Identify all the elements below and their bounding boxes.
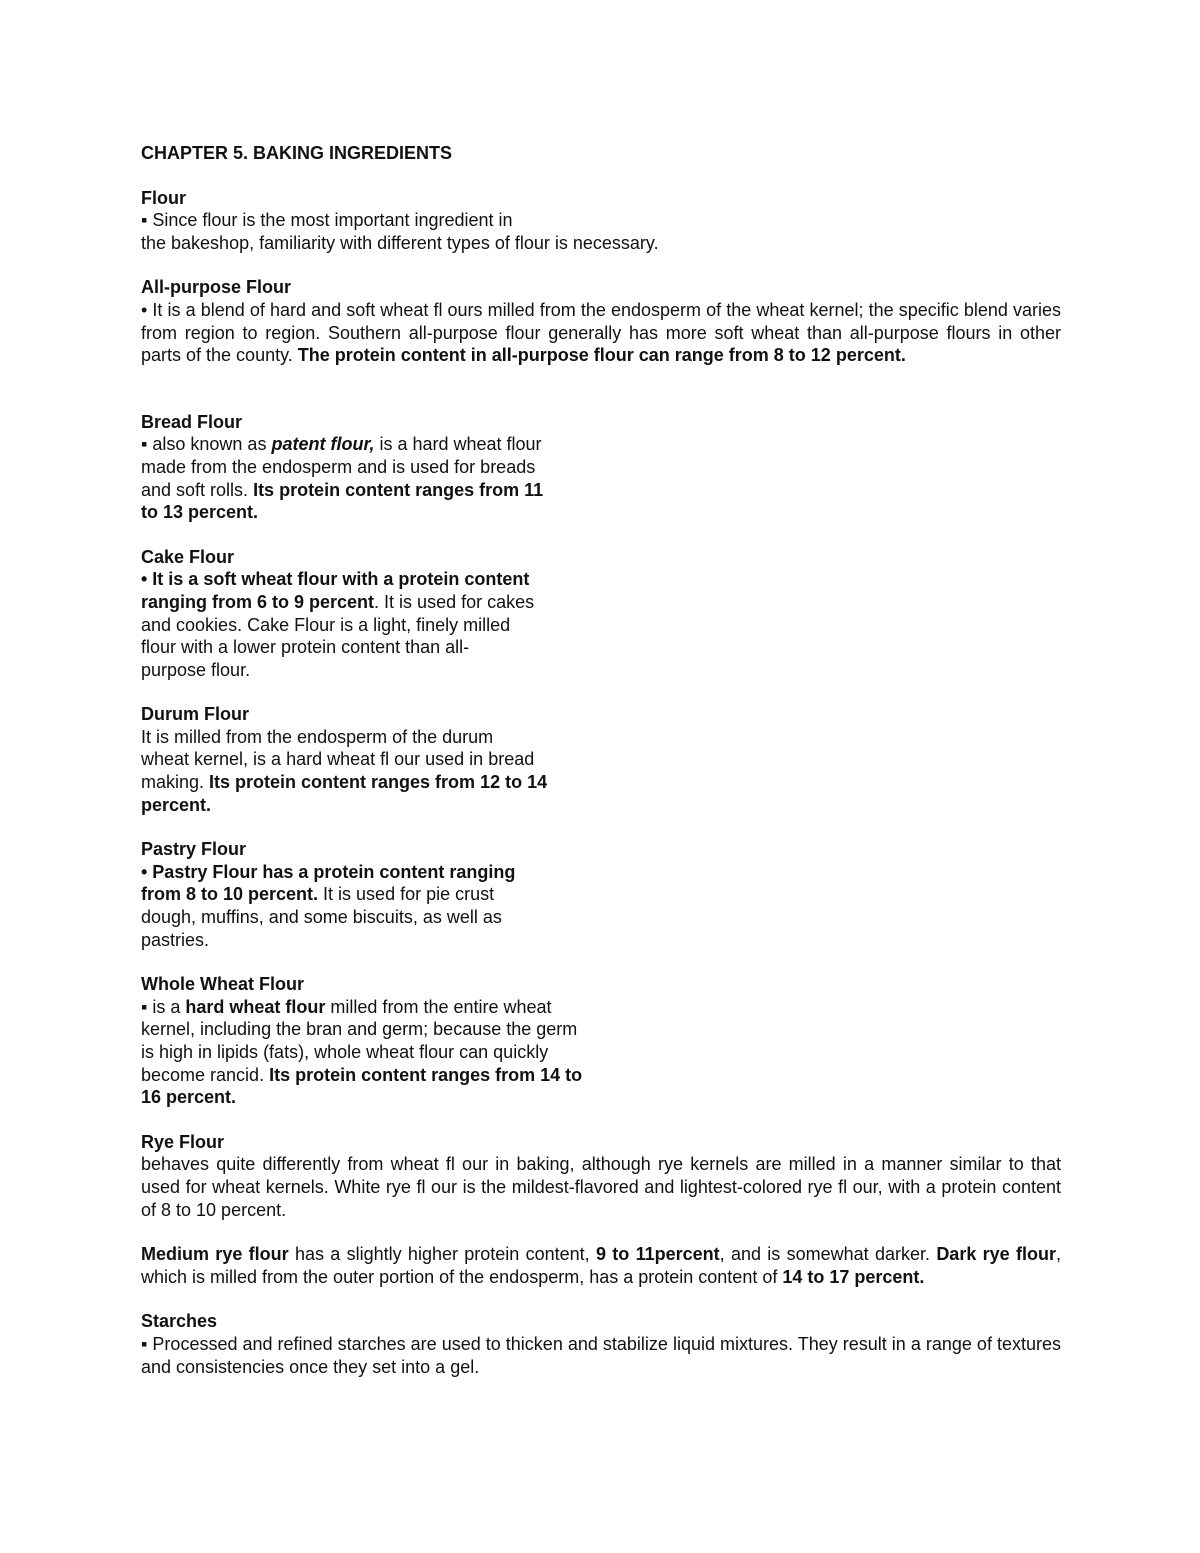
dark-rye-flour: Dark rye flour <box>936 1244 1056 1265</box>
all-purpose-paragraph <box>141 299 1061 367</box>
rye2-t2: , and is somewhat darker. <box>719 1244 937 1265</box>
whole-wheat-l1-pre: ▪ is a <box>141 996 186 1017</box>
section-starches <box>141 1310 1061 1378</box>
bread-line-4 <box>141 501 1061 524</box>
heading-pastry: Pastry Flour <box>141 839 247 860</box>
heading-cake: Cake Flour <box>141 546 235 567</box>
durum-l3-bold: Its protein content ranges from 12 to 14 <box>209 772 548 793</box>
medium-rye-flour: Medium rye flour <box>141 1244 289 1265</box>
document-page <box>141 142 1061 1400</box>
cake-line-5: purpose flour. <box>141 659 251 680</box>
rye2-t3: , which is milled from the outer portion of the endosperm, has a protein content of <box>141 1244 1061 1287</box>
flour-line-1: ▪ Since flour is the most important ingredient in <box>141 210 513 231</box>
bread-patent-flour: patent flour, <box>271 434 375 455</box>
heading-durum: Durum Flour <box>141 704 249 725</box>
section-whole-wheat <box>141 973 1061 1109</box>
pastry-l1-bold: • Pastry Flour has a protein content ranging <box>141 861 516 882</box>
chapter-title: CHAPTER 5. BAKING INGREDIENTS <box>141 143 453 163</box>
cake-l2-bold: ranging from 6 to 9 percent <box>141 591 375 612</box>
whole-wheat-l1-post: milled from the entire wheat <box>325 996 552 1017</box>
cake-line-1 <box>141 568 1061 591</box>
pastry-l2-bold: from 8 to 10 percent. <box>141 884 319 905</box>
starches-paragraph: ▪ Processed and refined starches are used to thicken and stabilize liquid mixtures. They result in a range of textures and consistencies once they set into a gel. <box>141 1333 1061 1377</box>
durum-line-3 <box>141 771 1061 794</box>
bread-l1-pre: ▪ also known as <box>141 434 272 455</box>
section-all-purpose <box>141 276 1061 366</box>
heading-bread: Bread Flour <box>141 411 243 432</box>
bread-l1-post: is a hard wheat flour <box>374 434 542 455</box>
pastry-l2-post: It is used for pie crust <box>318 884 495 905</box>
whole-wheat-line-1 <box>141 996 1061 1019</box>
rye2-t1: has a slightly higher protein content, <box>288 1244 596 1265</box>
bread-line-3 <box>141 479 1061 502</box>
section-bread <box>141 411 1061 524</box>
whole-wheat-l4-pre: become rancid. <box>141 1064 270 1085</box>
heading-all-purpose: All-purpose Flour <box>141 277 291 298</box>
heading-flour: Flour <box>141 187 186 208</box>
whole-wheat-l4-bold: Its protein content ranges from 14 to <box>269 1064 583 1085</box>
bread-l4-bold: to 13 percent. <box>141 502 259 523</box>
heading-whole-wheat: Whole Wheat Flour <box>141 974 304 995</box>
whole-wheat-line-4 <box>141 1064 1061 1087</box>
cake-l1-bold: • It is a soft wheat flour with a protein content <box>141 569 530 590</box>
cake-l2-post: . It is used for cakes <box>374 591 535 612</box>
section-durum <box>141 703 1061 816</box>
pastry-line-4: pastries. <box>141 929 210 950</box>
cake-line-4: flour with a lower protein content than all- <box>141 637 470 658</box>
bread-l3-bold: Its protein content ranges from 11 <box>253 479 544 500</box>
cake-line-3: and cookies. Cake Flour is a light, finely milled <box>141 614 511 635</box>
durum-line-1: It is milled from the endosperm of the durum <box>141 726 494 747</box>
whole-wheat-l5-bold: 16 percent. <box>141 1087 237 1108</box>
flour-line-2: the bakeshop, familiarity with different types of flour is necessary. <box>141 232 659 253</box>
medium-rye-protein: 9 to 11percent <box>595 1244 720 1265</box>
section-rye <box>141 1131 1061 1221</box>
section-flour <box>141 187 1061 255</box>
section-cake <box>141 546 1061 682</box>
whole-wheat-line-2: kernel, including the bran and germ; because the germ <box>141 1019 578 1040</box>
bread-line-1 <box>141 433 1061 456</box>
dark-rye-protein: 14 to 17 percent. <box>782 1266 925 1287</box>
heading-rye: Rye Flour <box>141 1131 225 1152</box>
whole-wheat-line-3: is high in lipids (fats), whole wheat flour can quickly <box>141 1042 549 1062</box>
durum-l4-bold: percent. <box>141 794 212 815</box>
rye-paragraph: behaves quite differently from wheat fl our in baking, although rye kernels are milled in a manner similar to that used for wheat kernels. White rye fl our is the mildest-flavored and lightest-colored rye fl our, with a protein content of 8 to 10 percent. <box>141 1154 1061 1220</box>
durum-line-2: wheat kernel, is a hard wheat fl our used in bread <box>141 749 535 770</box>
pastry-line-2 <box>141 883 1061 906</box>
durum-l3-pre: making. <box>141 772 210 793</box>
cake-line-2 <box>141 591 1061 614</box>
whole-wheat-l1-bold: hard wheat flour <box>185 996 326 1017</box>
rye-varieties-paragraph <box>141 1243 1061 1288</box>
pastry-line-3: dough, muffins, and some biscuits, as well as <box>141 907 502 928</box>
section-pastry <box>141 838 1061 951</box>
durum-line-4 <box>141 794 1061 817</box>
all-purpose-protein: The protein content in all-purpose flour can range from 8 to 12 percent. <box>297 345 906 366</box>
whole-wheat-line-5 <box>141 1086 1061 1109</box>
heading-starches: Starches <box>141 1311 218 1332</box>
pastry-line-1 <box>141 861 1061 884</box>
bread-line-2: made from the endosperm and is used for breads <box>141 456 536 477</box>
all-purpose-text: • It is a blend of hard and soft wheat fl ours milled from the endosperm of the wheat kernel; the specific blend varies from region to region. Southern all-purpose flour generally has more soft wheat than all-purpose flours in other parts of the county. <box>141 299 1061 366</box>
bread-l3-pre: and soft rolls. <box>141 479 254 500</box>
section-rye-varieties <box>141 1243 1061 1288</box>
